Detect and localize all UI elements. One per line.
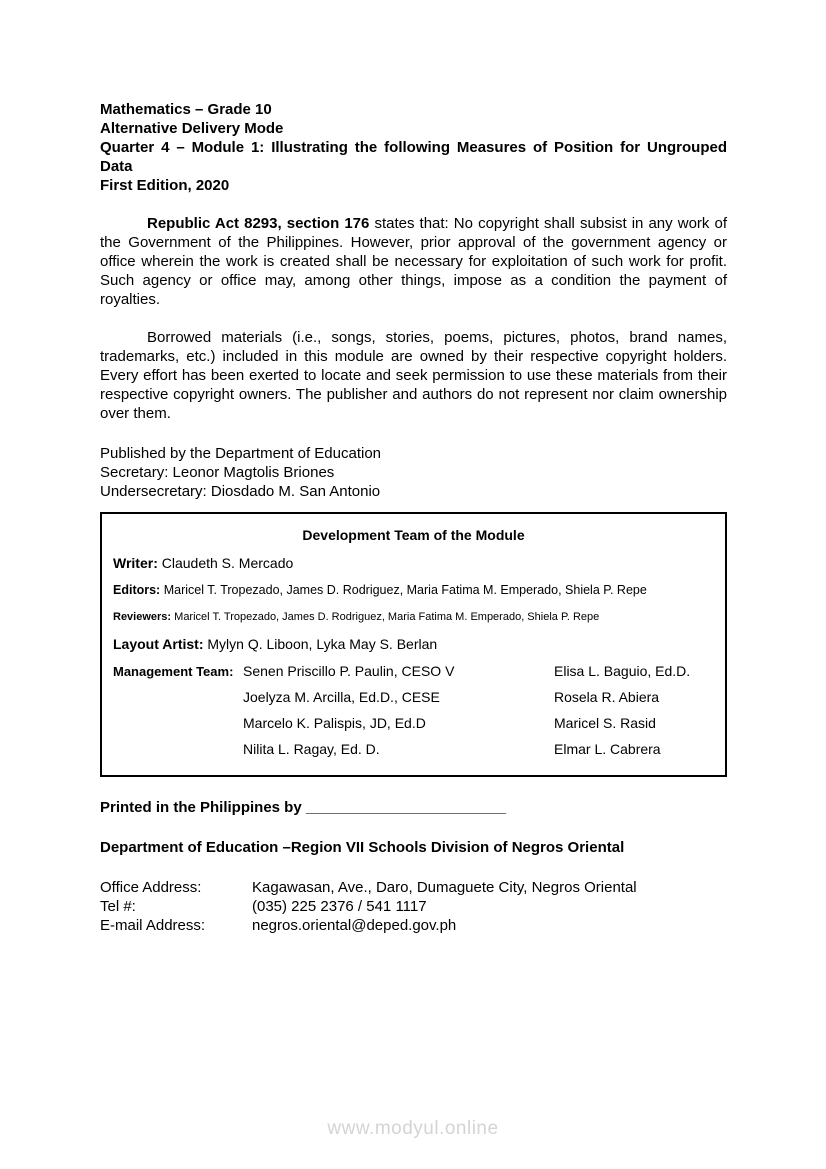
site-watermark: www.modyul.online	[327, 1118, 499, 1139]
management-row-2	[113, 689, 714, 715]
email-value: negros.oriental@deped.gov.ph	[252, 917, 457, 934]
layout-artist-row	[113, 636, 714, 653]
header-module-title: Quarter 4 – Module 1: Illustrating the following Measures of Position for Ungrouped Data	[100, 139, 727, 175]
tel-value: (035) 225 2376 / 541 1117	[252, 898, 427, 915]
management-left-2: Joelyza M. Arcilla, Ed.D., CESE	[243, 689, 440, 705]
republic-act-lead: Republic Act 8293, section 176	[147, 215, 370, 232]
management-row-1	[113, 663, 714, 689]
reviewers-value: Maricel T. Tropezado, James D. Rodriguez, Maria Fatima M. Emperado, Shiela P. Repe	[174, 611, 600, 623]
office-address-label: Office Address:	[100, 879, 202, 896]
contact-row-email	[100, 916, 727, 935]
contact-row-office-address	[100, 878, 727, 897]
management-team-table	[113, 663, 714, 767]
writer-row	[113, 555, 714, 572]
management-left-1: Senen Priscillo P. Paulin, CESO V	[243, 663, 455, 679]
management-right-4: Elmar L. Cabrera	[554, 741, 661, 757]
published-by-line: Published by the Department of Education	[100, 445, 382, 462]
copyright-paragraph-1	[100, 214, 727, 309]
contact-row-tel	[100, 897, 727, 916]
management-row-3	[113, 715, 714, 741]
management-label-spacer-2	[113, 689, 243, 715]
page-content	[100, 100, 727, 935]
editors-label: Editors:	[113, 583, 161, 597]
management-label-spacer-3	[113, 715, 243, 741]
copyright-paragraph-2: Borrowed materials (i.e., songs, stories, poems, pictures, photos, brand names, trademarks, etc.) included in this module are owned by their respective copyright holders. Every effort has been exerted to locate and seek permission to use these materials from their respective copyright owners. The publisher and authors do not represent nor claim ownership over them.	[100, 329, 727, 422]
management-team-label: Management Team:	[113, 664, 234, 679]
development-team-title: Development Team of the Module	[302, 527, 525, 543]
undersecretary-line: Undersecretary: Diosdado M. San Antonio	[100, 483, 381, 500]
management-left-4: Nilita L. Ragay, Ed. D.	[243, 741, 380, 757]
contact-block	[100, 878, 727, 935]
management-row-4	[113, 741, 714, 767]
reviewers-label: Reviewers:	[113, 611, 172, 623]
header-mode-line: Alternative Delivery Mode	[100, 120, 284, 137]
printed-by-blank: ________________________	[305, 799, 507, 816]
writer-value: Claudeth S. Mercado	[161, 555, 294, 571]
email-label: E-mail Address:	[100, 917, 206, 934]
layout-artist-label: Layout Artist:	[113, 636, 204, 652]
division-line: Department of Education –Region VII Schools Division of Negros Oriental	[100, 839, 625, 856]
editors-row	[113, 582, 714, 599]
printed-in-label: Printed in the Philippines by	[100, 799, 306, 816]
development-team-box	[100, 512, 727, 777]
management-right-1: Elisa L. Baguio, Ed.D.	[554, 663, 691, 679]
office-address-value: Kagawasan, Ave., Daro, Dumaguete City, Negros Oriental	[252, 879, 637, 896]
management-left-3: Marcelo K. Palispis, JD, Ed.D	[243, 715, 426, 731]
writer-label: Writer:	[113, 555, 158, 571]
tel-label: Tel #:	[100, 898, 136, 915]
secretary-line: Secretary: Leonor Magtolis Briones	[100, 464, 335, 481]
header-edition-line: First Edition, 2020	[100, 177, 230, 194]
module-header	[100, 100, 727, 195]
copyright-paragraph-1-text: states that: No copyright shall subsist in any work of the Government of the Philippines. However, prior approval of the government agency or office wherein the work is created shall be necessary for exploitation of such work for profit. Such agency or office may, among other things, impose as a condition the payment of royalties.	[100, 215, 727, 308]
printed-in-line	[100, 798, 727, 817]
layout-artist-value: Mylyn Q. Liboon, Lyka May S. Berlan	[207, 636, 438, 652]
management-right-3: Maricel S. Rasid	[554, 715, 656, 731]
management-label-spacer-4	[113, 741, 243, 767]
publisher-block	[100, 444, 727, 501]
editors-value: Maricel T. Tropezado, James D. Rodriguez, Maria Fatima M. Emperado, Shiela P. Repe	[163, 583, 647, 597]
header-subject-line: Mathematics – Grade 10	[100, 101, 272, 118]
management-right-2: Rosela R. Abiera	[554, 689, 660, 705]
reviewers-row	[113, 609, 714, 626]
